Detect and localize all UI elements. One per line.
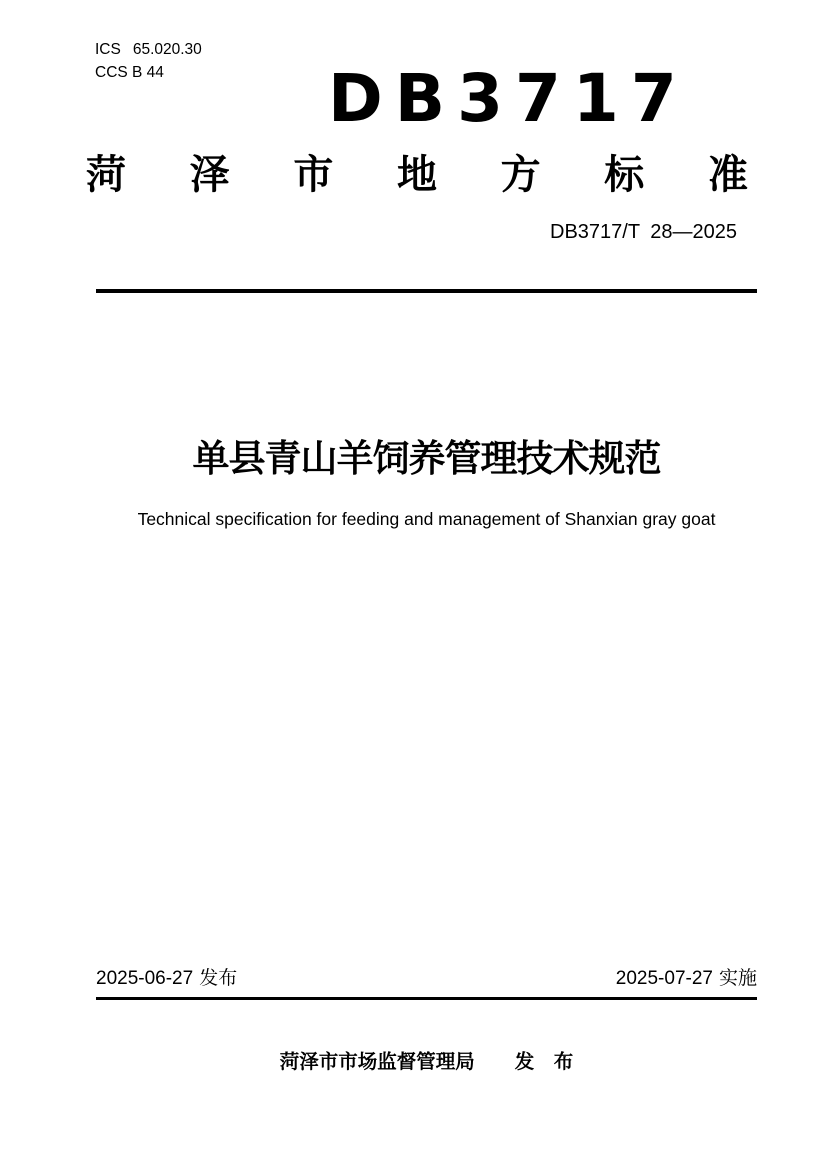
document-title-chinese: 单县青山羊饲养管理技术规范 xyxy=(192,438,661,479)
ccs-code-line: CCS B 44 xyxy=(95,64,164,81)
publish-action-label: 发 布 xyxy=(514,1051,574,1073)
standard-number: DB3717/T 28—2025 xyxy=(550,221,737,243)
footer-divider-line xyxy=(96,997,757,1000)
standard-category-title: 菏 泽 市 地 方 标 准 xyxy=(86,153,748,197)
ics-value: 65.020.30 xyxy=(132,41,202,58)
implementation-date: 2025-07-27 xyxy=(615,968,713,989)
issue-date-item xyxy=(96,968,237,991)
header-divider-line xyxy=(96,289,757,293)
implementation-date-item xyxy=(616,968,757,991)
issue-date-label: 发布 xyxy=(199,968,238,989)
ics-code-line xyxy=(95,41,202,60)
ics-label: ICS xyxy=(95,41,121,58)
document-title-english: Technical specification for feeding and management of Shanxian gray goat xyxy=(137,509,716,529)
dates-row xyxy=(96,968,757,991)
db-region-code: DB3717 xyxy=(328,60,689,137)
publisher-row xyxy=(96,1051,757,1074)
publisher-name: 菏泽市市场监督管理局 xyxy=(279,1051,475,1073)
issue-date: 2025-06-27 xyxy=(96,968,194,989)
implementation-date-label: 实施 xyxy=(718,968,757,989)
